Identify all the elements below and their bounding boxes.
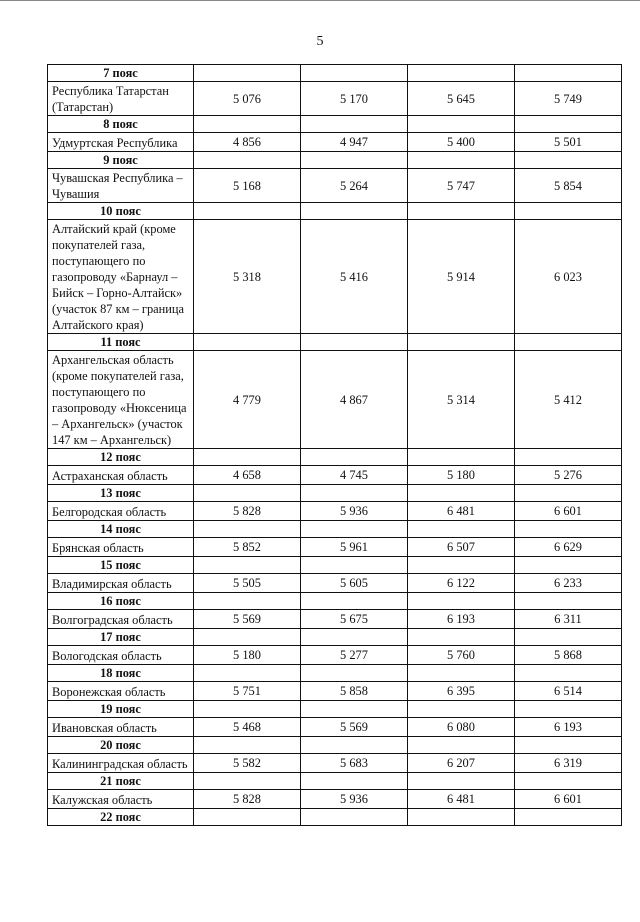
empty-cell [408, 593, 515, 610]
price-cell-3: 5 914 [408, 220, 515, 334]
region-name: Белгородская область [48, 502, 194, 521]
region-name: Чувашская Республика – Чувашия [48, 169, 194, 203]
zone-label: 14 пояс [48, 521, 194, 538]
empty-cell [408, 629, 515, 646]
empty-cell [408, 116, 515, 133]
empty-cell [194, 203, 301, 220]
price-cell-4: 6 193 [515, 718, 622, 737]
price-cell-4: 6 319 [515, 754, 622, 773]
price-cell-1: 5 751 [194, 682, 301, 701]
region-row [48, 682, 622, 701]
price-cell-3: 5 645 [408, 82, 515, 116]
price-cell-1: 5 569 [194, 610, 301, 629]
zone-row [48, 521, 622, 538]
region-row [48, 351, 622, 449]
empty-cell [301, 809, 408, 826]
price-cell-3: 6 481 [408, 502, 515, 521]
price-cell-2: 5 675 [301, 610, 408, 629]
empty-cell [408, 773, 515, 790]
zone-row [48, 334, 622, 351]
zone-label: 12 пояс [48, 449, 194, 466]
price-cell-3: 5 180 [408, 466, 515, 485]
price-cell-1: 5 468 [194, 718, 301, 737]
region-name: Вологодская область [48, 646, 194, 665]
empty-cell [408, 809, 515, 826]
price-cell-2: 5 605 [301, 574, 408, 593]
price-cell-4: 6 023 [515, 220, 622, 334]
empty-cell [408, 665, 515, 682]
zone-row [48, 701, 622, 718]
empty-cell [301, 485, 408, 502]
price-cell-2: 5 936 [301, 502, 408, 521]
price-cell-1: 4 856 [194, 133, 301, 152]
tariff-table [47, 64, 622, 826]
zone-label: 22 пояс [48, 809, 194, 826]
price-cell-3: 6 481 [408, 790, 515, 809]
empty-cell [408, 485, 515, 502]
price-cell-3: 6 207 [408, 754, 515, 773]
price-cell-4: 6 601 [515, 790, 622, 809]
region-row [48, 646, 622, 665]
zone-row [48, 629, 622, 646]
region-name: Республика Татарстан (Татарстан) [48, 82, 194, 116]
price-cell-2: 5 961 [301, 538, 408, 557]
empty-cell [515, 593, 622, 610]
zone-row [48, 773, 622, 790]
price-cell-4: 6 629 [515, 538, 622, 557]
zone-label: 13 пояс [48, 485, 194, 502]
price-cell-2: 4 867 [301, 351, 408, 449]
price-cell-1: 5 318 [194, 220, 301, 334]
empty-cell [515, 152, 622, 169]
region-row [48, 133, 622, 152]
zone-label: 8 пояс [48, 116, 194, 133]
zone-label: 18 пояс [48, 665, 194, 682]
price-cell-3: 5 747 [408, 169, 515, 203]
zone-label: 21 пояс [48, 773, 194, 790]
zone-row [48, 65, 622, 82]
empty-cell [301, 65, 408, 82]
price-cell-3: 6 080 [408, 718, 515, 737]
price-cell-1: 5 180 [194, 646, 301, 665]
price-cell-1: 4 779 [194, 351, 301, 449]
zone-row [48, 485, 622, 502]
empty-cell [515, 629, 622, 646]
zone-label: 11 пояс [48, 334, 194, 351]
region-name: Брянская область [48, 538, 194, 557]
price-cell-3: 5 760 [408, 646, 515, 665]
price-cell-2: 5 936 [301, 790, 408, 809]
zone-label: 9 пояс [48, 152, 194, 169]
empty-cell [194, 593, 301, 610]
scan-edge [0, 0, 640, 5]
empty-cell [515, 485, 622, 502]
zone-row [48, 152, 622, 169]
region-row [48, 610, 622, 629]
empty-cell [515, 809, 622, 826]
price-cell-2: 5 170 [301, 82, 408, 116]
price-cell-3: 6 395 [408, 682, 515, 701]
price-cell-4: 6 514 [515, 682, 622, 701]
price-cell-4: 6 233 [515, 574, 622, 593]
region-name: Владимирская область [48, 574, 194, 593]
price-cell-4: 5 276 [515, 466, 622, 485]
region-row [48, 220, 622, 334]
price-cell-2: 5 416 [301, 220, 408, 334]
price-cell-2: 5 858 [301, 682, 408, 701]
region-name: Удмуртская Республика [48, 133, 194, 152]
empty-cell [194, 521, 301, 538]
empty-cell [301, 665, 408, 682]
region-row [48, 466, 622, 485]
empty-cell [194, 809, 301, 826]
tariff-table-body [48, 65, 622, 826]
region-row [48, 169, 622, 203]
zone-row [48, 737, 622, 754]
empty-cell [194, 65, 301, 82]
price-cell-3: 6 193 [408, 610, 515, 629]
price-cell-1: 5 852 [194, 538, 301, 557]
empty-cell [194, 334, 301, 351]
zone-row [48, 593, 622, 610]
empty-cell [194, 773, 301, 790]
region-row [48, 790, 622, 809]
region-name: Калининградская область [48, 754, 194, 773]
region-name: Волгоградская область [48, 610, 194, 629]
zone-label: 17 пояс [48, 629, 194, 646]
empty-cell [515, 737, 622, 754]
region-row [48, 502, 622, 521]
zone-label: 19 пояс [48, 701, 194, 718]
empty-cell [515, 334, 622, 351]
empty-cell [515, 665, 622, 682]
empty-cell [194, 629, 301, 646]
empty-cell [408, 737, 515, 754]
region-name: Астраханская область [48, 466, 194, 485]
empty-cell [194, 152, 301, 169]
price-cell-3: 6 507 [408, 538, 515, 557]
price-cell-4: 5 412 [515, 351, 622, 449]
empty-cell [408, 521, 515, 538]
price-cell-4: 6 601 [515, 502, 622, 521]
price-cell-1: 5 505 [194, 574, 301, 593]
zone-label: 15 пояс [48, 557, 194, 574]
region-row [48, 718, 622, 737]
region-row [48, 538, 622, 557]
empty-cell [408, 203, 515, 220]
price-cell-2: 5 277 [301, 646, 408, 665]
empty-cell [301, 773, 408, 790]
region-name: Калужская область [48, 790, 194, 809]
empty-cell [301, 701, 408, 718]
price-cell-4: 5 854 [515, 169, 622, 203]
price-cell-1: 5 828 [194, 502, 301, 521]
zone-label: 7 пояс [48, 65, 194, 82]
empty-cell [515, 203, 622, 220]
region-name: Ивановская область [48, 718, 194, 737]
zone-label: 20 пояс [48, 737, 194, 754]
price-cell-1: 5 828 [194, 790, 301, 809]
page-number: 5 [316, 34, 324, 49]
zone-row [48, 665, 622, 682]
region-name: Воронежская область [48, 682, 194, 701]
region-name: Алтайский край (кроме покупателей газа, поступающего по газопроводу «Барнаул – Бийск – Горно-Алтайск» (участок 87 км – граница Алтайского края) [48, 220, 194, 334]
empty-cell [301, 116, 408, 133]
empty-cell [515, 116, 622, 133]
price-cell-1: 5 582 [194, 754, 301, 773]
empty-cell [301, 521, 408, 538]
price-cell-3: 5 314 [408, 351, 515, 449]
price-cell-2: 5 264 [301, 169, 408, 203]
empty-cell [301, 557, 408, 574]
empty-cell [515, 65, 622, 82]
empty-cell [515, 773, 622, 790]
zone-row [48, 203, 622, 220]
empty-cell [194, 485, 301, 502]
zone-row [48, 557, 622, 574]
region-name: Архангельская область (кроме покупателей газа, поступающего по газопроводу «Нюксеница – Архангельск» (участок 147 км – Архангельск) [48, 351, 194, 449]
price-cell-1: 4 658 [194, 466, 301, 485]
price-cell-4: 5 749 [515, 82, 622, 116]
region-row [48, 82, 622, 116]
empty-cell [194, 557, 301, 574]
empty-cell [515, 557, 622, 574]
price-cell-1: 5 076 [194, 82, 301, 116]
empty-cell [408, 334, 515, 351]
empty-cell [194, 449, 301, 466]
empty-cell [301, 737, 408, 754]
price-cell-2: 5 683 [301, 754, 408, 773]
price-cell-4: 5 868 [515, 646, 622, 665]
price-cell-1: 5 168 [194, 169, 301, 203]
empty-cell [194, 701, 301, 718]
price-cell-3: 6 122 [408, 574, 515, 593]
empty-cell [515, 701, 622, 718]
empty-cell [515, 449, 622, 466]
empty-cell [408, 152, 515, 169]
empty-cell [301, 449, 408, 466]
price-cell-3: 5 400 [408, 133, 515, 152]
empty-cell [194, 116, 301, 133]
zone-row [48, 449, 622, 466]
price-cell-2: 4 745 [301, 466, 408, 485]
empty-cell [515, 521, 622, 538]
zone-label: 10 пояс [48, 203, 194, 220]
price-cell-2: 5 569 [301, 718, 408, 737]
price-cell-4: 5 501 [515, 133, 622, 152]
zone-row [48, 809, 622, 826]
empty-cell [194, 737, 301, 754]
empty-cell [301, 629, 408, 646]
empty-cell [301, 334, 408, 351]
empty-cell [408, 449, 515, 466]
region-row [48, 574, 622, 593]
empty-cell [194, 665, 301, 682]
empty-cell [408, 65, 515, 82]
zone-label: 16 пояс [48, 593, 194, 610]
price-cell-4: 6 311 [515, 610, 622, 629]
empty-cell [301, 152, 408, 169]
empty-cell [301, 203, 408, 220]
price-cell-2: 4 947 [301, 133, 408, 152]
empty-cell [408, 701, 515, 718]
empty-cell [301, 593, 408, 610]
zone-row [48, 116, 622, 133]
empty-cell [408, 557, 515, 574]
region-row [48, 754, 622, 773]
